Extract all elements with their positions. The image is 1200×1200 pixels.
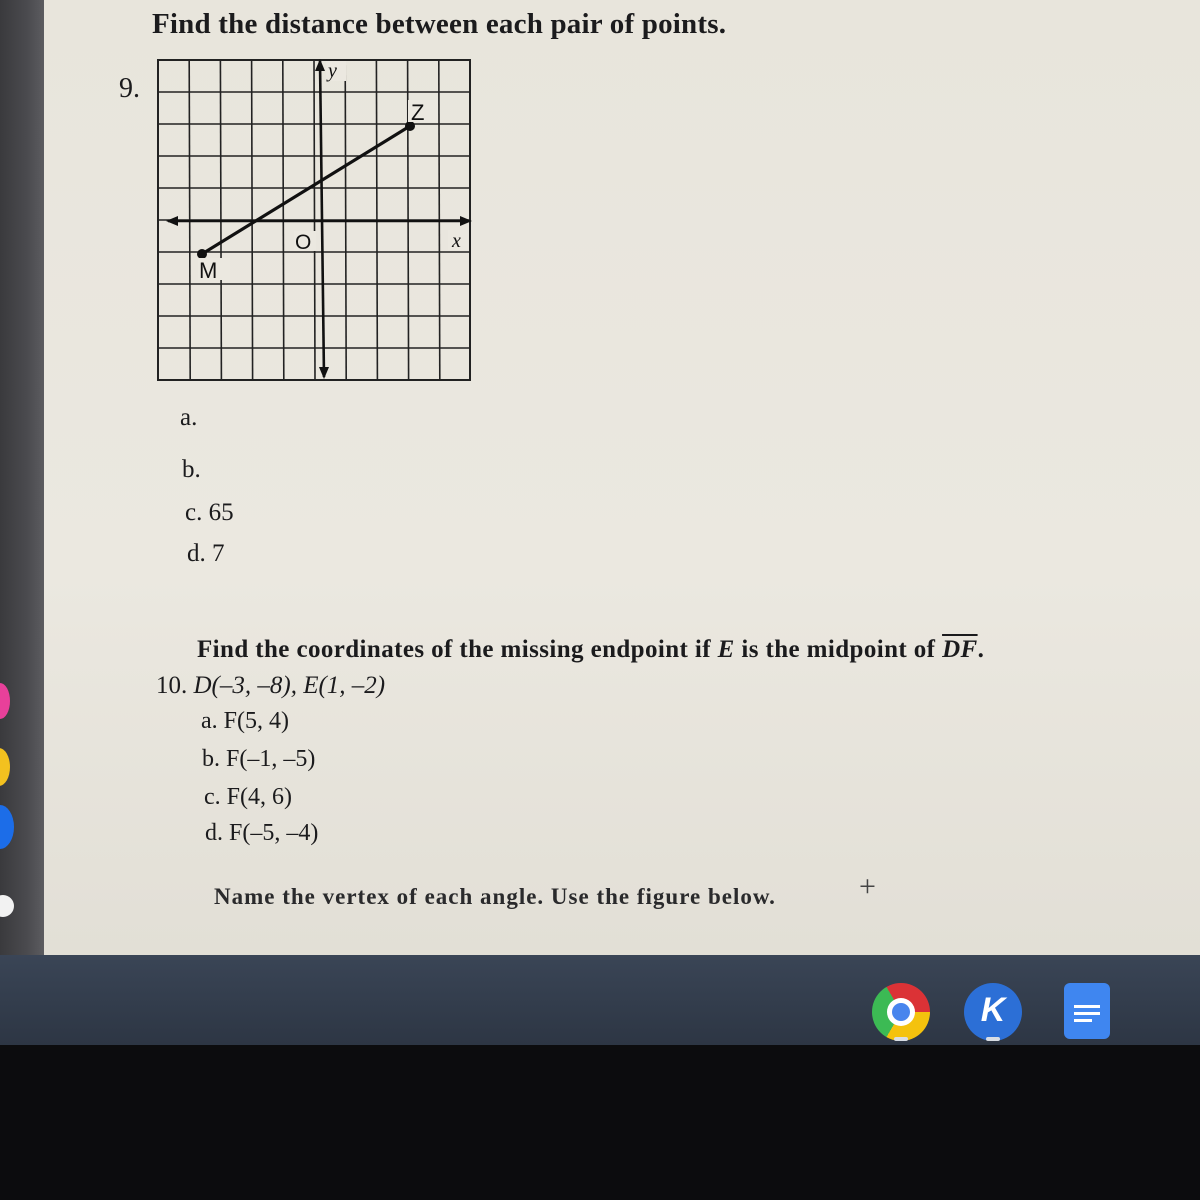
coordinate-grid <box>154 55 484 385</box>
plus-mark: + <box>859 870 876 903</box>
white-app-dot[interactable] <box>0 895 14 917</box>
q10-option-c: c. F(4, 6) <box>204 784 292 810</box>
y-axis <box>320 61 324 377</box>
question-10-number: 10. <box>156 672 188 699</box>
question-10-prompt: 10. D(–3, –8), E(1, –2) <box>156 672 386 699</box>
k-app-label: K <box>980 991 1006 1029</box>
docs-icon[interactable] <box>1064 983 1110 1039</box>
label-z: Z <box>411 100 425 125</box>
blue-app-dot[interactable] <box>0 805 14 849</box>
q10-option-d: d. F(–5, –4) <box>205 820 319 846</box>
pink-app-dot[interactable] <box>0 683 10 719</box>
label-y-axis: y <box>328 60 337 82</box>
k-app-running-indicator <box>986 1037 1000 1041</box>
question-9-number: 9. <box>119 73 140 104</box>
q9-answer-b: b. <box>182 456 201 483</box>
label-x-axis: x <box>452 230 461 252</box>
left-app-bar <box>0 0 44 955</box>
q10-option-b: b. F(–1, –5) <box>202 746 316 772</box>
q10-option-a: a. F(5, 4) <box>201 708 289 734</box>
q9-answer-c: c. 65 <box>185 499 234 526</box>
yellow-app-dot[interactable] <box>0 748 10 786</box>
label-origin: O <box>295 231 312 254</box>
y-axis-arrow-down <box>319 367 329 379</box>
chrome-icon[interactable] <box>872 983 930 1041</box>
worksheet-heading: Find the distance between each pair of points. <box>152 8 727 40</box>
segment-df: $\overline{DF}$ <box>942 636 978 663</box>
chrome-running-indicator <box>894 1037 908 1041</box>
k-app-icon[interactable] <box>964 983 1022 1041</box>
x-axis-arrow-left <box>166 216 178 226</box>
next-section-heading: Name the vertex of each angle. Use the figure below. <box>214 884 776 909</box>
worksheet-page <box>44 0 1200 955</box>
q9-answer-d: d. 7 <box>187 540 225 567</box>
q9-answer-a: a. <box>180 404 198 431</box>
question-10-heading: Find the coordinates of the missing endpoint if E is the midpoint of $\overline{DF}$. <box>197 636 985 663</box>
laptop-bezel <box>0 1045 1200 1200</box>
label-m: M <box>199 258 218 283</box>
